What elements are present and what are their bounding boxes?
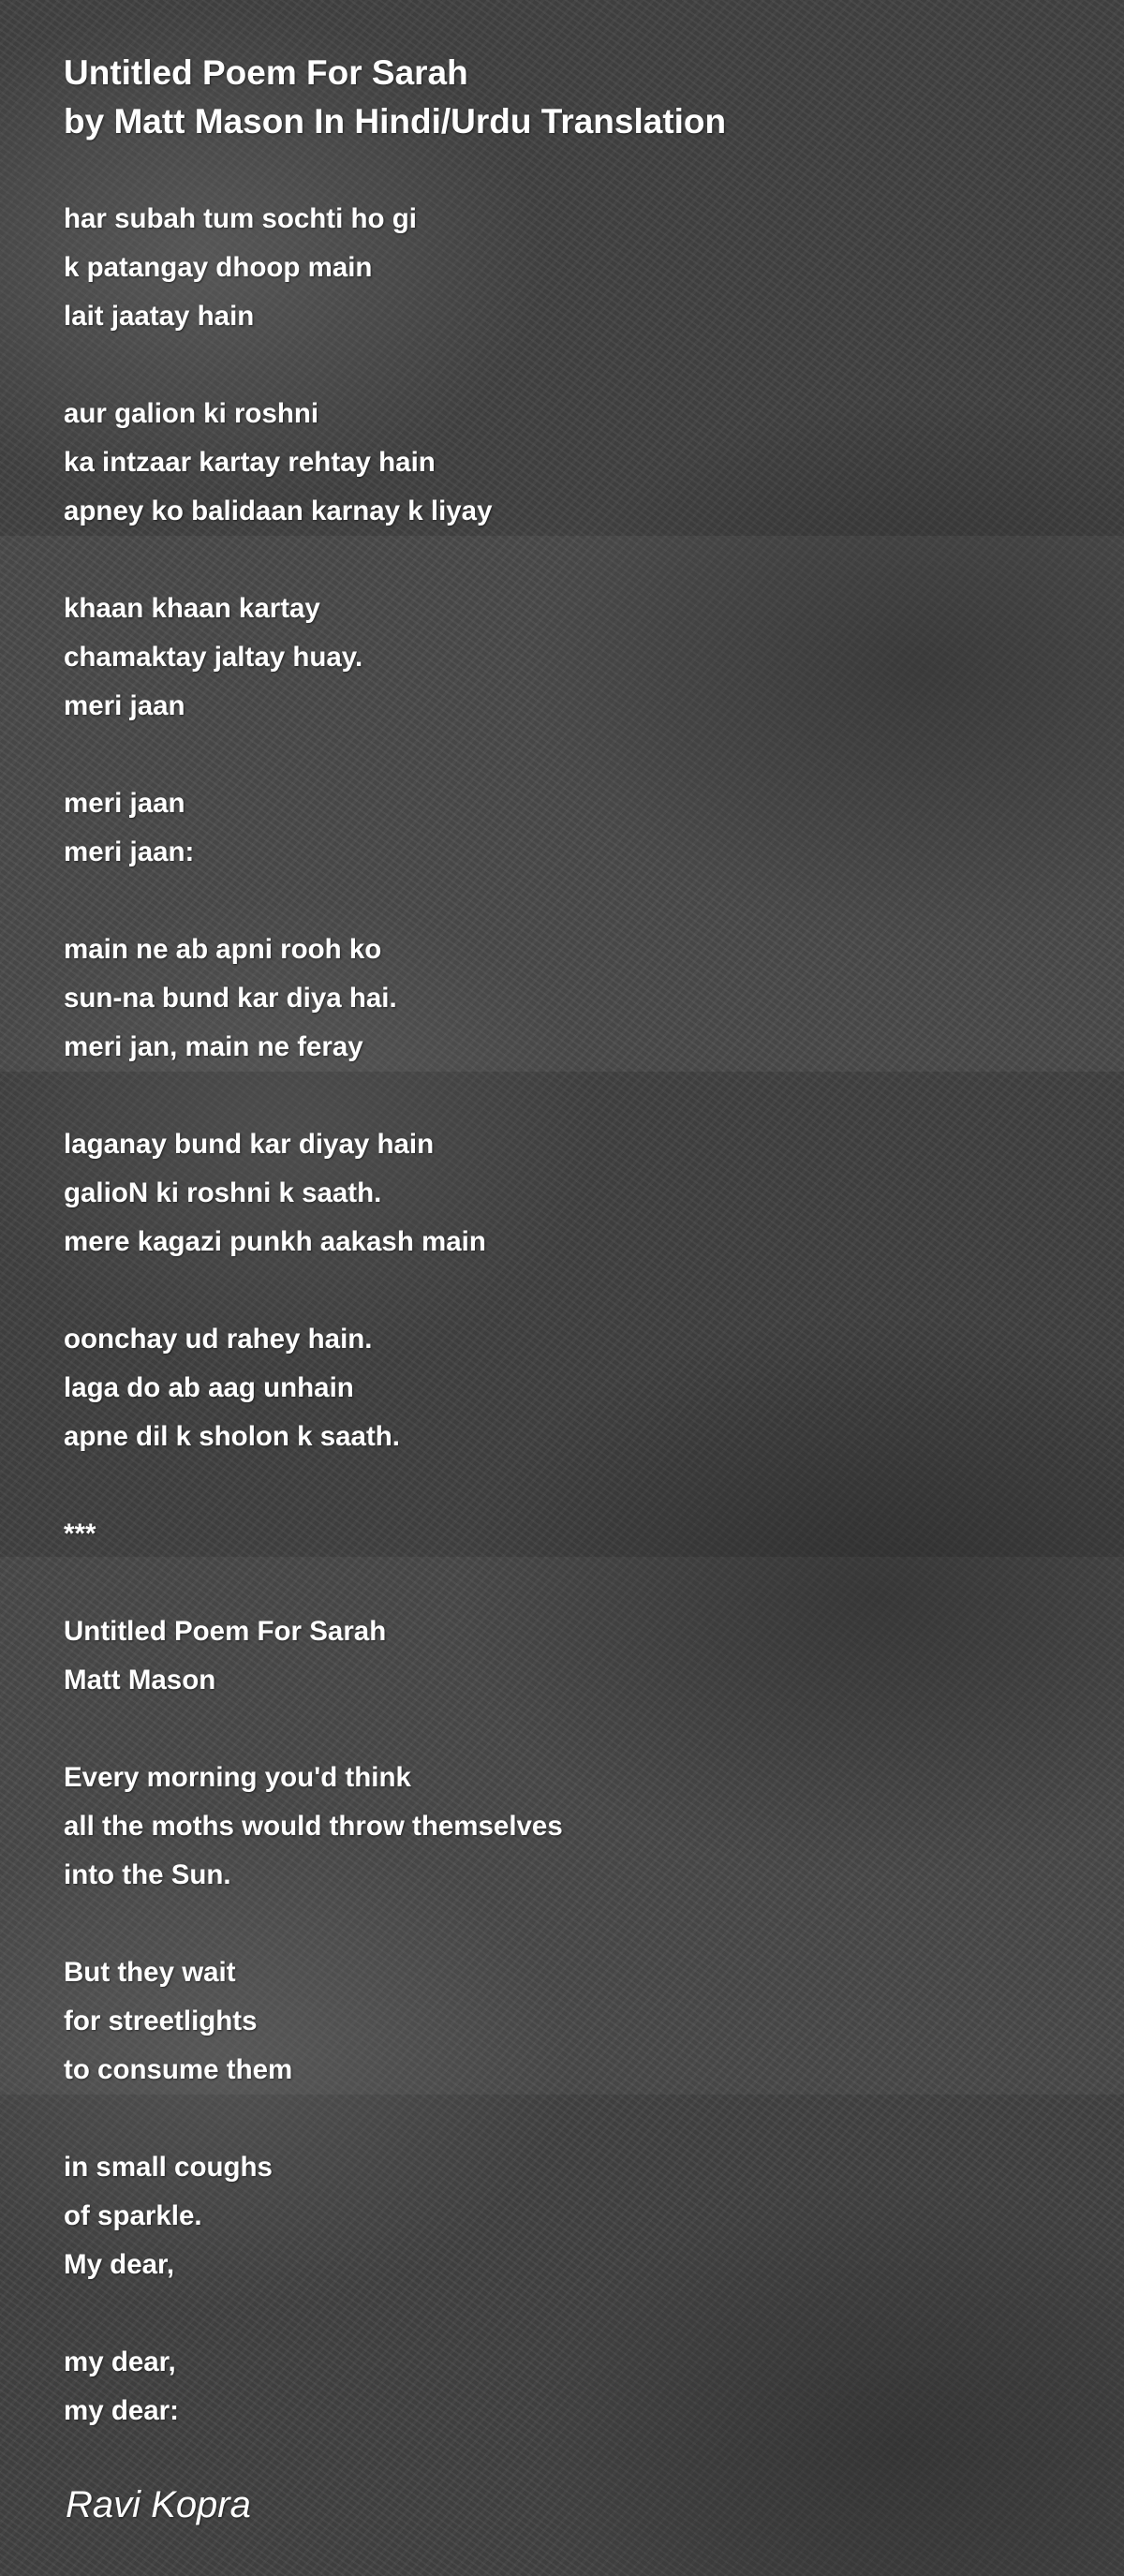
title-line-1: Untitled Poem For Sarah [64, 53, 468, 92]
poem-line: But they wait [64, 1957, 236, 1988]
title-line-2: by Matt Mason In Hindi/Urdu Translation [64, 102, 727, 141]
poem-line: galioN ki roshni k saath. [64, 1177, 382, 1208]
stanza-break [64, 1072, 1075, 1120]
stanza-break [64, 2289, 1075, 2338]
poem-line: into the Sun. [64, 1859, 231, 1890]
stanza-break [64, 1900, 1075, 1948]
stanza-break [64, 536, 1075, 585]
poem-line: oonchay ud rahey hain. [64, 1324, 373, 1355]
poem-line: my dear, [64, 2347, 176, 2377]
poem-line: chamaktay jaltay huay. [64, 642, 363, 673]
poem-line: for streetlights [64, 2006, 258, 2036]
poem-line: ka intzaar kartay rehtay hain [64, 447, 436, 478]
stanza-break [64, 1266, 1075, 1315]
poem-content [64, 49, 1075, 2435]
poem-line: my dear: [64, 2395, 179, 2426]
poem-line: to consume them [64, 2054, 293, 2085]
poem-line: laga do ab aag unhain [64, 1372, 354, 1403]
poem-line: lait jaatay hain [64, 301, 255, 332]
poem-line: laganay bund kar diyay hain [64, 1129, 435, 1160]
poem-line: Every morning you'd think [64, 1762, 411, 1793]
poem-line: all the moths would throw themselves [64, 1811, 563, 1842]
poem-line: Matt Mason [64, 1665, 216, 1695]
poem-line: meri jaan: [64, 836, 195, 867]
poem-line: meri jaan [64, 788, 185, 819]
author-signature: Ravi Kopra [66, 2484, 251, 2525]
poem-body [64, 195, 1075, 2435]
poem-line: apney ko balidaan karnay k liyay [64, 496, 493, 526]
poem-line: main ne ab apni rooh ko [64, 934, 382, 965]
poem-line: *** [64, 1518, 96, 1549]
stanza-break [64, 341, 1075, 390]
stanza-break [64, 877, 1075, 925]
poem-line: k patangay dhoop main [64, 252, 373, 283]
poem-line: meri jaan [64, 690, 185, 721]
page-title [64, 49, 1075, 146]
poem-line: Untitled Poem For Sarah [64, 1616, 387, 1647]
poem-line: meri jan, main ne feray [64, 1031, 363, 1062]
poem-line: apne dil k sholon k saath. [64, 1421, 400, 1452]
stanza-break [64, 2095, 1075, 2143]
poem-line: khaan khaan kartay [64, 593, 320, 624]
stanza-break [64, 1559, 1075, 1607]
stanza-break [64, 1461, 1075, 1510]
poem-line: My dear, [64, 2249, 175, 2280]
poem-line: aur galion ki roshni [64, 398, 319, 429]
poem-line: mere kagazi punkh aakash main [64, 1226, 486, 1257]
poem-line: sun-na bund kar diya hai. [64, 983, 397, 1014]
stanza-break [64, 731, 1075, 779]
poem-line: har subah tum sochti ho gi [64, 203, 417, 234]
poem-line: of sparkle. [64, 2200, 202, 2231]
stanza-break [64, 1705, 1075, 1754]
poem-line: in small coughs [64, 2152, 273, 2183]
